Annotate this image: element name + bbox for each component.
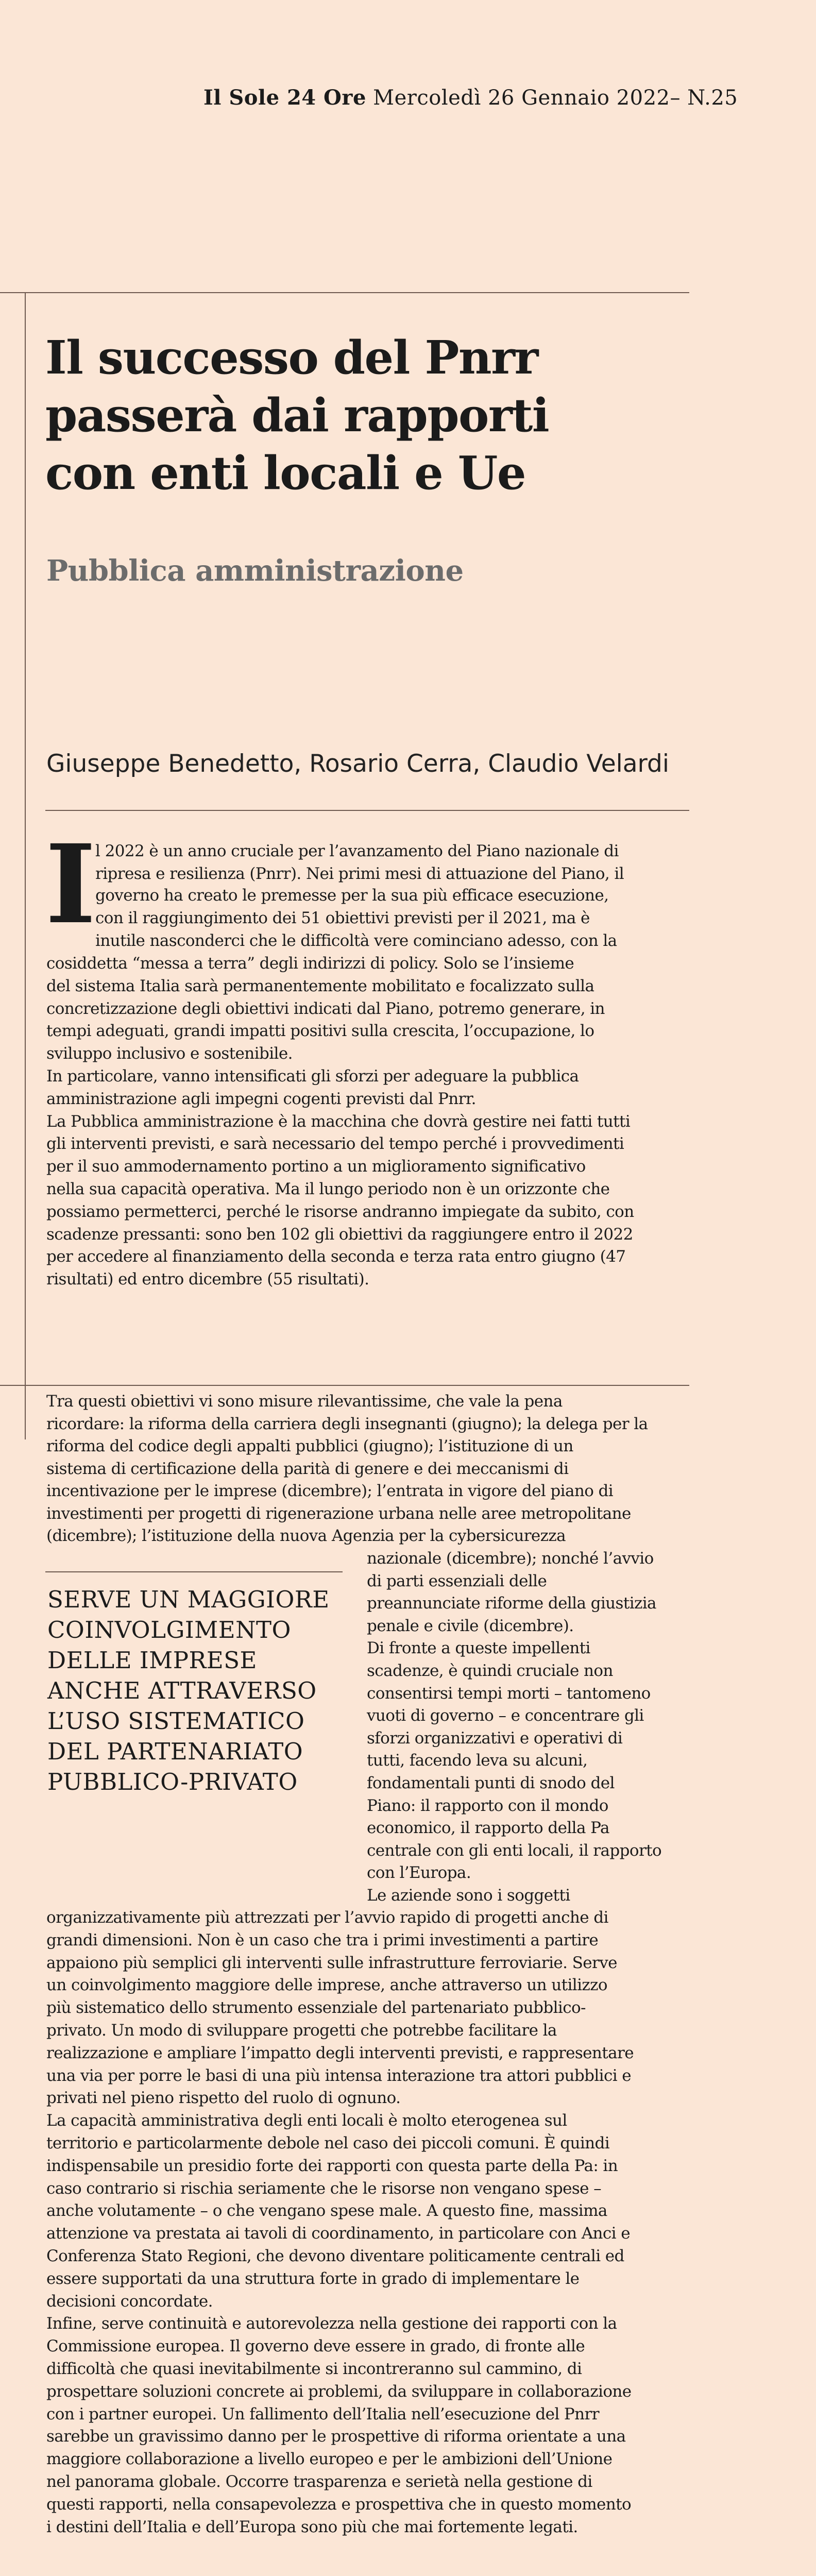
body-text-line: tutti, facendo leva su alcuni, [367, 1751, 588, 1770]
body-text-line: governo ha creato le premesse per la sua più efficace esecuzione, [95, 886, 609, 905]
body-text-line: con l’Europa. [367, 1863, 471, 1882]
body-text-line: nazionale (dicembre); nonché l’avvio [367, 1549, 654, 1568]
body-text-line: penale e civile (dicembre). [367, 1617, 574, 1635]
body-text-line: anche volutamente – o che vengano spese male. A questo fine, massima [46, 2201, 607, 2220]
pull-quote-line: L’USO SISTEMATICO [47, 1707, 305, 1735]
body-text-line: nella sua capacità operativa. Ma il lungo periodo non è un orizzonte che [46, 1180, 610, 1198]
body-text-line: consentirsi tempi morti – tantomeno [367, 1684, 651, 1703]
body-text-line: per il suo ammodernamento portino a un miglioramento significativo [46, 1157, 586, 1176]
headline-line: Il successo del Pnrr [45, 330, 538, 384]
body-text-line: sviluppo inclusivo e sostenibile. [46, 1044, 293, 1063]
body-text-line: Commissione europea. Il governo deve essere in grado, di fronte alle [46, 2337, 585, 2355]
body-text-line: caso contrario si rischia seriamente che le risorse non vengano spese – [46, 2179, 602, 2198]
body-text-line: risultati) ed entro dicembre (55 risultati). [46, 1270, 369, 1289]
body-text-line: una via per porre le basi di una più intensa interazione tra attori pubblici e [46, 2066, 632, 2085]
body-text-line: Piano: il rapporto con il mondo [367, 1797, 608, 1815]
body-text-line: sforzi organizzativi e operativi di [367, 1729, 623, 1748]
body-text-line: Di fronte a queste impellenti [367, 1639, 590, 1657]
body-text-line: sistema di certificazione della parità di genere e dei meccanismi di [46, 1460, 569, 1478]
body-text-line: essere supportati da una struttura forte in grado di implementare le [46, 2269, 580, 2288]
body-text-line: fondamentali punti di snodo del [367, 1774, 615, 1792]
body-text-line: un coinvolgimento maggiore delle imprese, anche attraverso un utilizzo [46, 1976, 607, 1994]
body-text-line: con i partner europei. Un fallimento dell’Italia nell’esecuzione del Pnrr [46, 2405, 599, 2424]
body-text-line: i destini dell’Italia e dell’Europa sono più che mai fortemente legati. [46, 2518, 578, 2536]
body-text-line: sarebbe un gravissimo danno per le prospettive di riforma orientate a una [46, 2427, 626, 2446]
body-text-line: più sistematico dello strumento essenziale del partenariato pubblico- [46, 1998, 586, 2017]
body-text-line: maggiore collaborazione a livello europeo e per le ambizioni dell’Unione [46, 2450, 613, 2468]
pull-quote-line: DELLE IMPRESE [47, 1647, 257, 1674]
body-text-line: vuoti di governo – e concentrare gli [367, 1706, 644, 1725]
body-text-line: questi rapporti, nella consapevolezza e prospettiva che in questo momento [46, 2495, 632, 2514]
headline-line: passerà dai rapporti [45, 388, 549, 442]
body-text-line: difficoltà che quasi inevitabilmente si incontreranno sul cammino, di [46, 2360, 582, 2378]
body-text-line: amministrazione agli impegni cogenti previsti dal Pnrr. [46, 1090, 476, 1108]
body-text-line: ripresa e resilienza (Pnrr). Nei primi mesi di attuazione del Piano, il [95, 865, 624, 883]
body-text-line: La capacità amministrativa degli enti locali è molto eterogenea sul [46, 2111, 567, 2130]
body-text-line: appaiono più semplici gli interventi sulle infrastrutture ferroviarie. Serve [46, 1954, 617, 1972]
body-text-line: realizzazione e ampliare l’impatto degli interventi previsti, e rappresentare [46, 2044, 634, 2062]
body-text-line: Le aziende sono i soggetti [367, 1886, 570, 1905]
body-text-line: ricordare: la riforma della carriera degli insegnanti (giugno); la delega per la [46, 1415, 648, 1433]
body-text-line: prospettare soluzioni concrete ai problemi, da sviluppare in collaborazione [46, 2382, 632, 2401]
body-text-line: territorio e particolarmente debole nel caso dei piccoli comuni. È quindi [46, 2134, 610, 2153]
body-text-line: l 2022 è un anno cruciale per l’avanzamento del Piano nazionale di [95, 842, 619, 860]
section-label: Pubblica amministrazione [46, 554, 464, 588]
pull-quote-line: COINVOLGIMENTO [47, 1616, 291, 1643]
body-text-line: preannunciate riforme della giustizia [367, 1594, 656, 1613]
body-text-line: investimenti per progetti di rigenerazione urbana nelle aree metropolitane [46, 1504, 631, 1523]
body-text-line: decisioni concordate. [46, 2292, 213, 2311]
authors-byline: Giuseppe Benedetto, Rosario Cerra, Claudio Velardi [46, 750, 669, 778]
body-text-line: tempi adeguati, grandi impatti positivi sulla crescita, l’occupazione, lo [46, 1022, 594, 1040]
body-text-line: grandi dimensioni. Non è un caso che tra i primi investimenti a partire [46, 1931, 599, 1950]
body-text-line: Conferenza Stato Regioni, che devono diventare politicamente centrali ed [46, 2247, 624, 2265]
body-text-line: gli interventi previsti, e sarà necessario del tempo perché i provvedimenti [46, 1134, 624, 1153]
pull-quote-line: SERVE UN MAGGIORE [47, 1586, 330, 1613]
body-text-line: riforma del codice degli appalti pubblici (giugno); l’istituzione di un [46, 1437, 573, 1455]
body-text-line: indispensabile un presidio forte dei rapporti con questa parte della Pa: in [46, 2157, 618, 2175]
drop-cap: I [45, 821, 96, 948]
body-text-line: con il raggiungimento dei 51 obiettivi previsti per il 2021, ma è [95, 909, 590, 927]
body-text-line: attenzione va prestata ai tavoli di coordinamento, in particolare con Anci e [46, 2224, 630, 2243]
body-text-line: Infine, serve continuità e autorevolezza nella gestione dei rapporti con la [46, 2314, 617, 2333]
masthead-date-issue: Mercoledì 26 Gennaio 2022– N.25 [373, 86, 738, 110]
body-text-line: In particolare, vanno intensificati gli sforzi per adeguare la pubblica [46, 1067, 579, 1086]
body-text-line: (dicembre); l’istituzione della nuova Agenzia per la cybersicurezza [46, 1527, 566, 1545]
body-text-line: La Pubblica amministrazione è la macchina che dovrà gestire nei fatti tutti [46, 1112, 631, 1131]
body-text-line: organizzativamente più attrezzati per l’avvio rapido di progetti anche di [46, 1908, 608, 1927]
body-text-line: per accedere al finanziamento della seconda e terza rata entro giugno (47 [46, 1247, 626, 1266]
body-text-line: di parti essenziali delle [367, 1572, 547, 1590]
pull-quote-line: ANCHE ATTRAVERSO [47, 1677, 317, 1704]
headline-line: con enti locali e Ue [45, 446, 525, 500]
body-text-line: incentivazione per le imprese (dicembre); l’entrata in vigore del piano di [46, 1482, 614, 1500]
body-text-line: privato. Un modo di sviluppare progetti che potrebbe facilitare la [46, 2021, 557, 2040]
body-text-line: scadenze, è quindi cruciale non [367, 1662, 613, 1680]
pull-quote-line: DEL PARTENARIATO [47, 1738, 303, 1765]
body-text-line: possiamo permetterci, perché le risorse andranno impiegate da subito, con [46, 1202, 634, 1221]
pull-quote-line: PUBBLICO-PRIVATO [47, 1768, 298, 1795]
body-text-line: del sistema Italia sarà permanentemente mobilitato e focalizzato sulla [46, 977, 594, 995]
body-text-line: nel panorama globale. Occorre trasparenza e serietà nella gestione di [46, 2472, 592, 2491]
body-text-line: economico, il rapporto della Pa [367, 1819, 609, 1837]
body-text-line: inutile nasconderci che le difficoltà vere cominciano adesso, con la [95, 931, 617, 950]
body-text-line: scadenze pressanti: sono ben 102 gli obiettivi da raggiungere entro il 2022 [46, 1225, 633, 1244]
body-text-line: concretizzazione degli obiettivi indicati dal Piano, potremo generare, in [46, 999, 605, 1018]
body-text-line: cosiddetta “messa a terra” degli indirizzi di policy. Solo se l’insieme [46, 954, 574, 973]
masthead-brand: Il Sole 24 Ore [203, 86, 366, 110]
body-text-line: privati nel pieno rispetto del ruolo di ognuno. [46, 2089, 401, 2107]
body-text-line: centrale con gli enti locali, il rapporto [367, 1841, 662, 1860]
body-text-line: Tra questi obiettivi vi sono misure rilevantissime, che vale la pena [46, 1392, 563, 1411]
